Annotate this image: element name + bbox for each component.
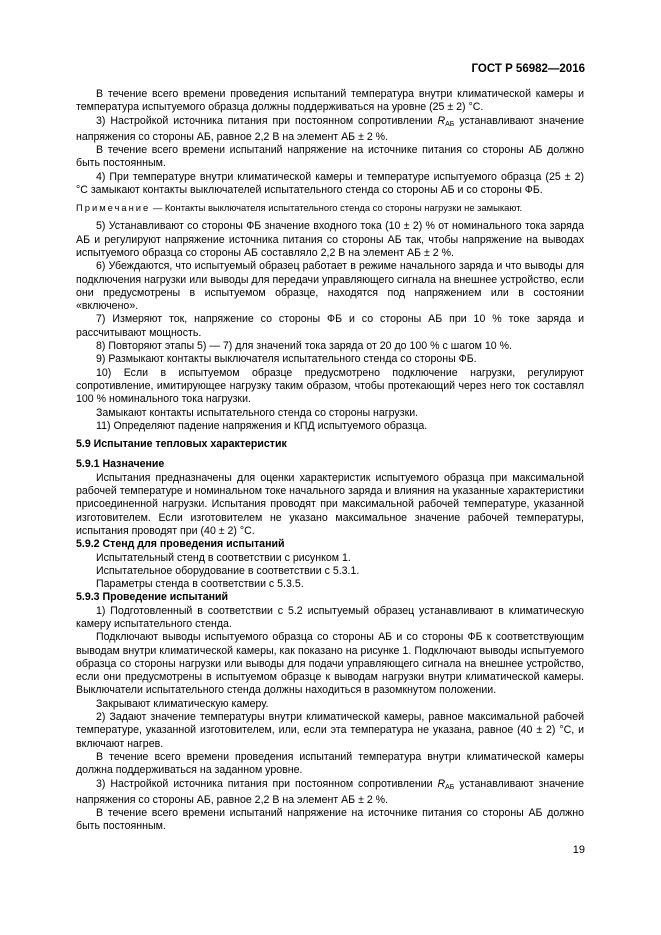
subsection-heading: 5.9.2 Стенд для проведения испытаний [76, 538, 285, 551]
paragraph: 10) Если в испытуемом образце предусмотрено подключение нагрузки, регулируют сопротивление, имитирующее нагрузку таким образом, чтобы протекающий через него ток составлял 100 % номинального тока нагрузки. [76, 366, 584, 406]
note [76, 202, 584, 214]
paragraph: Параметры стенда в соответствии с 5.3.5. [96, 578, 304, 591]
paragraph: В течение всего времени проведения испытаний температура внутри климатической камеры должна поддерживаться на заданном уровне. [76, 750, 584, 777]
paragraph: Закрывают климатическую камеру. [96, 697, 269, 710]
paragraph: 5) Устанавливают со стороны ФБ значение входного тока (10 ± 2) % от номинального тока заряда АБ и регулируют напряжение источника питания со стороны АБ так, чтобы напряжение на выводах испытуемого образца со стороны АБ составляло 2,2 В на элемент АБ ± 2 %. [76, 220, 584, 259]
text-run: устанавливают значение напряжения со стороны АБ, равное 2,2 В на элемент АБ ± 2 %. [76, 114, 584, 143]
paragraph: Испытания предназначены для оценки характеристик испытуемого образца при максимальной рабочей температуре и номинальном токе начального заряда и влияния на указанные характеристики присоединенной нагрузки. Испытания проводят при максимальной рабочей температуре, указанной изготовителем. Если изготовителем не указано максимальное значение рабочей температуры, испытания проводят при (40 ± 2) °С. [76, 471, 584, 537]
resistance-subscript: АБ [445, 120, 455, 128]
paragraph: В течение всего времени проведения испытаний температура внутри климатической камеры и температура испытуемого образца должны поддерживаться на уровне (25 ± 2) °С. [76, 88, 584, 114]
page-body [76, 88, 584, 834]
paragraph: 8) Повторяют этапы 5) — 7) для значений тока заряда от 20 до 100 % с шагом 10 %. [96, 340, 512, 353]
paragraph: Испытательный стенд в соответствии с рисунком 1. [96, 551, 351, 564]
paragraph: 6) Убеждаются, что испытуемый образец работает в режиме начального заряда и что выводы для подключения нагрузки или выводы для передачи управляющего сигнала на внешнее устройство, если они предусмотрены в испытуемом образце, находятся под напряжением или в состоянии «включено». [76, 260, 584, 313]
paragraph: 4) При температуре внутри климатической камеры и температуре испытуемого образца (25 ± 2) °С замыкают контакты выключателей испытательного стенда со стороны АБ и со стороны ФБ. [76, 170, 584, 197]
paragraph: 1) Подготовленный в соответствии с 5.2 испытуемый образец устанавливают в климатическую камеру испытательного стенда. [76, 604, 584, 630]
page-number: 19 [572, 844, 585, 856]
paragraph: Испытательное оборудование в соответствии с 5.3.1. [96, 564, 360, 577]
note-label: Примечание [76, 202, 151, 214]
paragraph-with-formula [76, 778, 584, 808]
subsection-heading: 5.9.1 Назначение [76, 458, 165, 471]
paragraph: 11) Определяют падение напряжения и КПД испытуемого образца. [96, 419, 428, 432]
resistance-symbol: R [437, 114, 446, 127]
paragraph-with-formula [76, 115, 584, 145]
paragraph: В течение всего времени испытаний напряжение на источнике питания со стороны АБ должно быть постоянным. [76, 144, 584, 170]
resistance-subscript: АБ [445, 783, 455, 791]
text-run: устанавливают значение напряжения со стороны АБ, равное 2,2 В на элемент АБ ± 2 %. [76, 777, 584, 806]
paragraph: 7) Измеряют ток, напряжение со стороны ФБ и со стороны АБ при 10 % токе заряда и рассчитывают мощность. [76, 313, 584, 339]
paragraph: В течение всего времени испытаний напряжение на источнике питания со стороны АБ должно быть постоянным. [76, 807, 584, 833]
paragraph: 2) Задают значение температуры внутри климатической камеры, равное максимальной рабочей температуре, указанной изготовителем, или, если эта температура не указана, равное (40 ± 2) °С, и включают нагрев. [76, 711, 584, 750]
resistance-symbol: R [437, 777, 446, 790]
note-text: — Контакты выключателя испытательного стенда со стороны нагрузки не замыкают. [150, 202, 523, 214]
paragraph: Подключают выводы испытуемого образца со стороны АБ и со стороны ФБ к соответствующим выводам внутри климатической камеры, как показано на рисунке 1. Подключают выводы испытуемого образца со стороны нагрузки или выводы для подачи управляющего сигнала на внешнее устройство, если они предусмотрены в испытуемом образце к выводам нагрузки внутри климатической камеры. Выключатели испытательного стенда должны находиться в разомкнутом положении. [76, 631, 584, 697]
subsection-heading: 5.9.3 Проведение испытаний [76, 591, 229, 604]
paragraph: Замыкают контакты испытательного стенда со стороны нагрузки. [96, 406, 419, 419]
text-run: 3) Настройкой источника питания при постоянном сопротивлении [96, 114, 438, 127]
text-run: 3) Настройкой источника питания при постоянном сопротивлении [96, 777, 438, 790]
paragraph: 9) Размыкают контакты выключателя испытательного стенда со стороны ФБ. [96, 353, 477, 366]
section-heading: 5.9 Испытание тепловых характеристик [76, 438, 287, 451]
document-code: ГОСТ Р 56982—2016 [471, 63, 585, 75]
